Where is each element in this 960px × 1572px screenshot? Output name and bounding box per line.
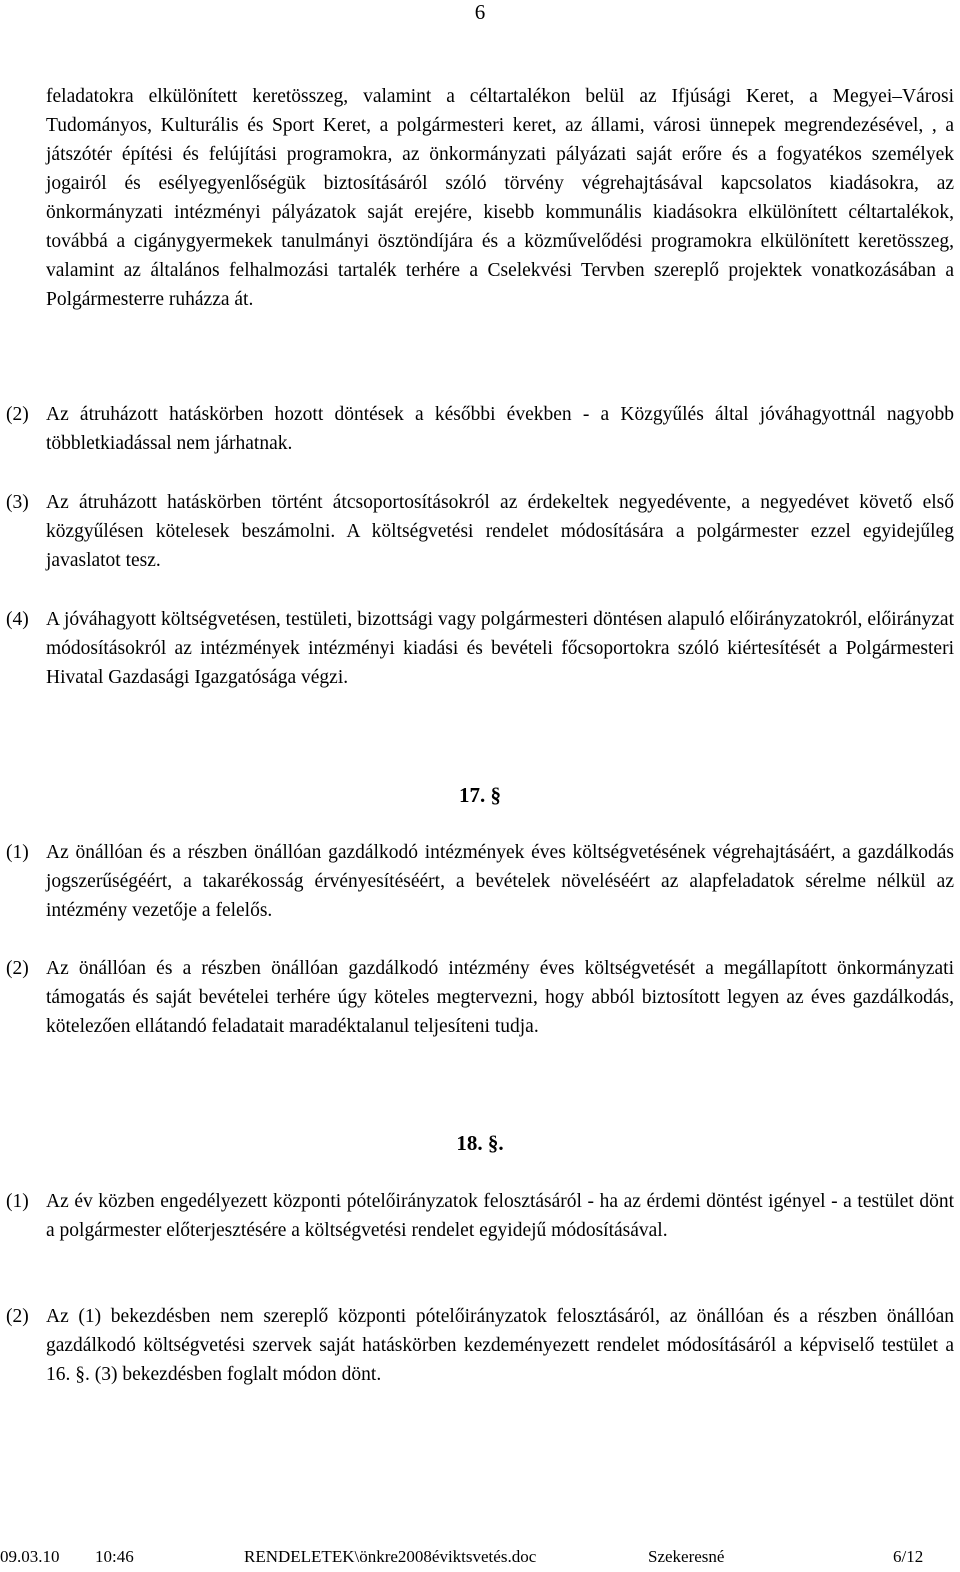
paragraph-number: (1) <box>6 1191 29 1212</box>
intro-paragraph: feladatokra elkülönített keretösszeg, valamint a céltartalékon belül az Ifjúsági Keret, a Megyei–Városi Tudományos, Kulturális és Sport Keret, a polgármesteri keret, az állami, városi ünnepek megrendezésével, , a játszótér építési és felújítási programokra, az önkormányzati pályázati saját erőre és a fogyatékos személyek jogairól és esélyegyenlőségük biztosításáról szóló törvény végrehajtásával kapcsolatos kiadásokra, az önkormányzati intézményi pályázatok saját erejére, kisebb kommunális kiadásokra elkülönített céltartalékok, továbbá a cigánygyermekek tanulmányi ösztöndíjára és a közművelődési programokra elkülönített keretösszeg, valamint az általános felhalmozási tartalék terhére a Cselekvési Tervben szereplő projektek vonatkozásában a Polgármesterre ruházza át. <box>46 86 954 310</box>
paragraph-text: Az év közben engedélyezett központi pótelőirányzatok felosztásáról - ha az érdemi döntést igényel - a testület dönt a polgármester előterjesztésére a költségvetési rendelet egyidejű módosításával. <box>46 1191 954 1241</box>
paragraph-number: (4) <box>6 609 29 630</box>
footer-author: Szekeresné <box>648 1547 725 1566</box>
paragraph-text: Az önállóan és a részben önállóan gazdálkodó intézmények éves költségvetésének végrehajtásáért, a gazdálkodás jogszerűségéért, a takarékosság érvényesítéséért, a bevételek növeléséért az alapfeladatok sérelme nélkül az intézmény vezetője a felelős. <box>46 842 954 921</box>
page-number: 6 <box>474 0 486 24</box>
footer-time: 10:46 <box>95 1547 134 1566</box>
paragraph-number: (2) <box>6 1306 29 1327</box>
paragraph-number: (2) <box>6 404 29 425</box>
section-18-paragraph-2 <box>6 1302 954 1389</box>
footer-file-path: RENDELETEK\önkre2008éviktsvetés.doc <box>244 1547 537 1566</box>
paragraph-3 <box>6 488 954 575</box>
paragraph-2 <box>6 400 954 458</box>
paragraph-number: (2) <box>6 958 29 979</box>
page-footer <box>0 1547 960 1567</box>
section-18-heading: 18. §. <box>456 1131 504 1155</box>
paragraph-4 <box>6 605 954 692</box>
paragraph-text: Az átruházott hatáskörben történt átcsoportosításokról az érdekeltek negyedévente, a negyedévet követő első közgyűlésen kötelesek beszámolni. A költségvetési rendelet módosítására a polgármester ezzel egyidejűleg javaslatot tesz. <box>46 492 954 571</box>
section-17-paragraph-1 <box>6 838 954 925</box>
paragraph-text: A jóváhagyott költségvetésen, testületi, bizottsági vagy polgármesteri döntésen alapuló előirányzatokról, előirányzat módosításokról az intézmények intézményi kiadási és bevételi főcsoportokra szóló kiértesítését a Polgármesteri Hivatal Gazdasági Igazgatósága végzi. <box>46 609 954 688</box>
paragraph-number: (1) <box>6 842 29 863</box>
footer-date: 09.03.10 <box>0 1547 60 1566</box>
footer-page-count: 6/12 <box>893 1547 924 1566</box>
section-17-paragraph-2 <box>6 954 954 1041</box>
section-17-heading: 17. § <box>459 783 501 807</box>
section-18-paragraph-1 <box>6 1187 954 1245</box>
paragraph-text: Az átruházott hatáskörben hozott döntések a későbbi években - a Közgyűlés által jóváhagyottnál nagyobb többletkiadással nem járhatnak. <box>46 404 954 454</box>
paragraph-number: (3) <box>6 492 29 513</box>
paragraph-text: Az (1) bekezdésben nem szereplő központi pótelőirányzatok felosztásáról, az önállóan és a részben önállóan gazdálkodó költségvetési szervek saját hatáskörben kezdeményezett rendelet módosításáról a képviselő testület a 16. §. (3) bekezdésben foglalt módon dönt. <box>46 1306 954 1385</box>
paragraph-text: Az önállóan és a részben önállóan gazdálkodó intézmény éves költségvetését a megállapított önkormányzati támogatás és saját bevételei terhére úgy köteles megtervezni, hogy abból biztosított legyen az éves gazdálkodás, kötelezően ellátandó feladatait maradéktalanul teljesíteni tudja. <box>46 958 954 1037</box>
